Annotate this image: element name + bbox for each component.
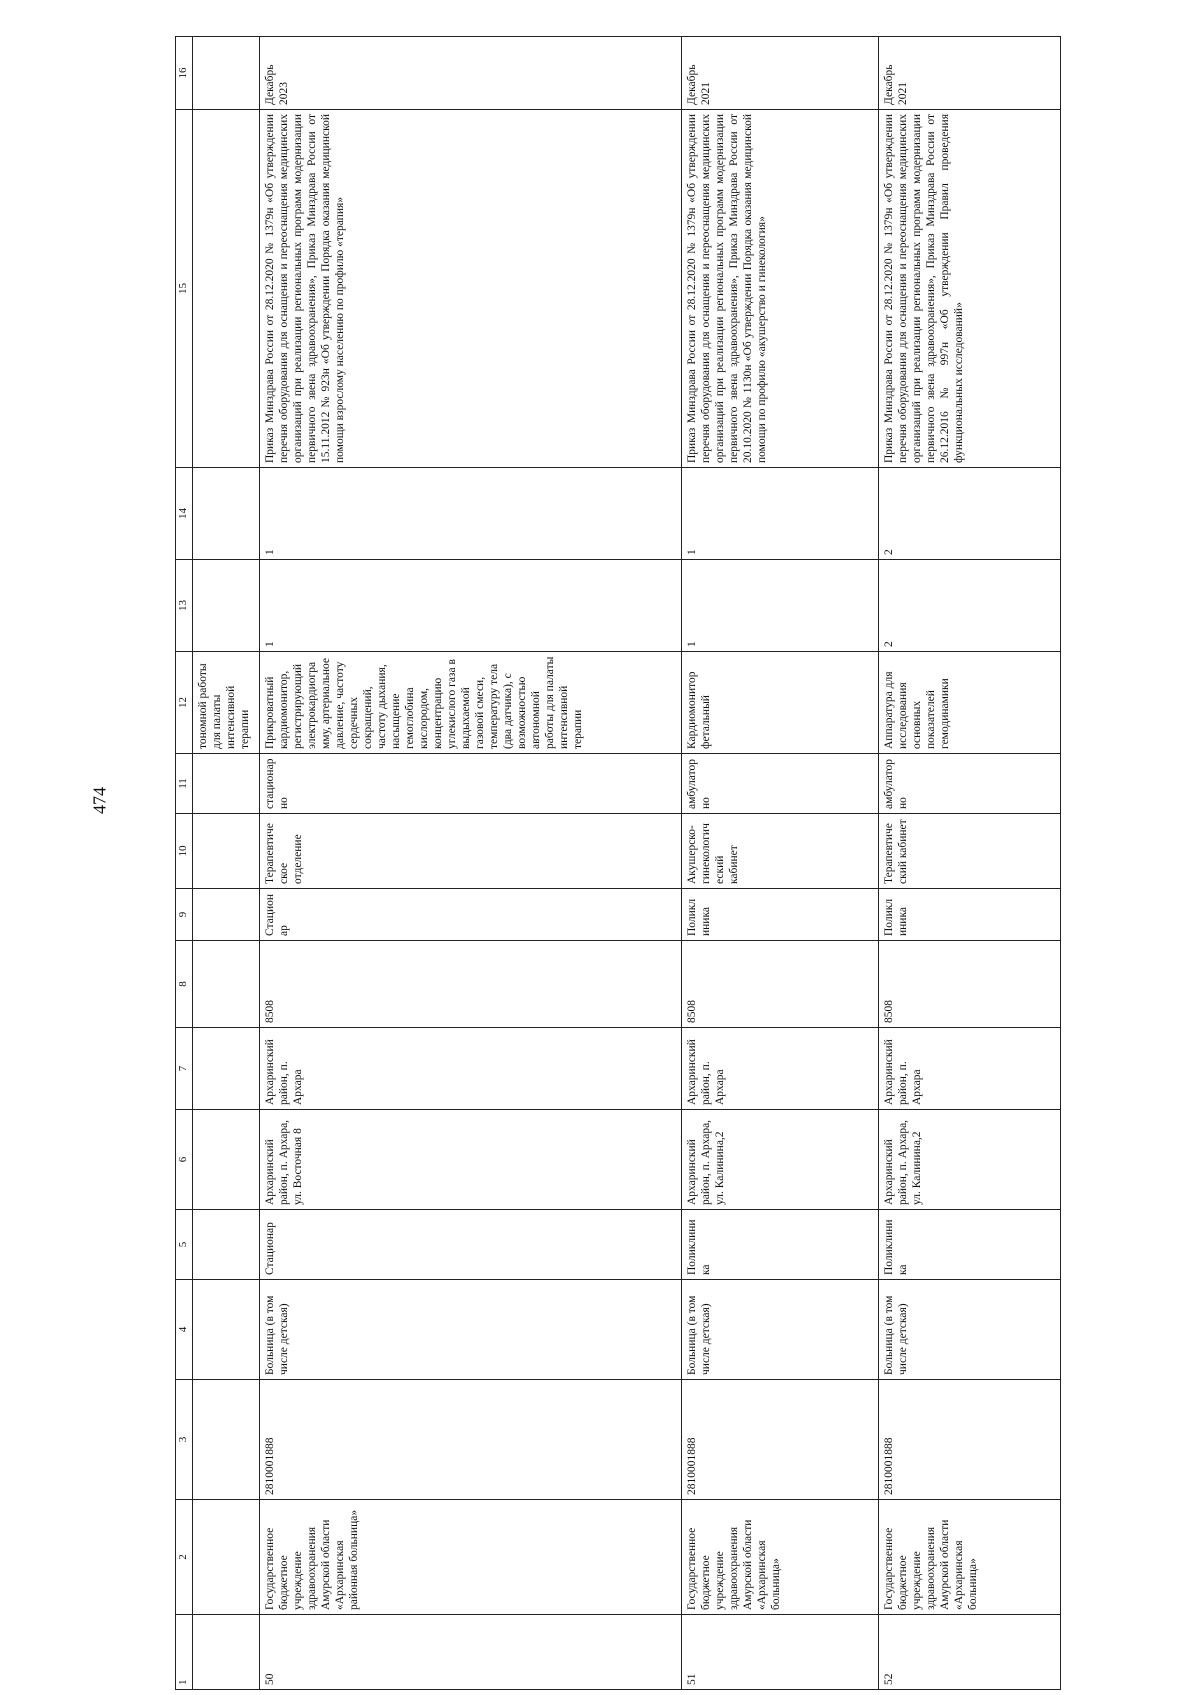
- conditions-unit: Поликлиника: [682, 889, 879, 941]
- column-number-row: [176, 37, 193, 1690]
- col-num: 15: [176, 110, 193, 468]
- col-num: 7: [176, 1028, 193, 1110]
- care-mode: стационарно: [260, 754, 682, 814]
- okato: 8508: [260, 941, 682, 1028]
- subdivision: Поликлиника: [879, 1210, 1061, 1280]
- equipment-table: [175, 36, 1061, 1690]
- col-num: 1: [176, 1615, 193, 1690]
- col-num: 11: [176, 754, 193, 814]
- org-code: 2810001888: [879, 1380, 1061, 1500]
- qty-plan: 1: [260, 560, 682, 652]
- col-num: 14: [176, 468, 193, 560]
- care-mode: амбулаторно: [682, 754, 879, 814]
- col-num: 9: [176, 889, 193, 941]
- deadline: Декабрь 2023: [260, 37, 682, 110]
- subdivision: Стационар: [260, 1210, 682, 1280]
- deadline: Декабрь 2021: [879, 37, 1061, 110]
- col-num: 16: [176, 37, 193, 110]
- col-num: 2: [176, 1500, 193, 1615]
- okato: 8508: [682, 941, 879, 1028]
- table-row: [879, 37, 1061, 1690]
- district: Архаринский район, п. Архара: [682, 1028, 879, 1110]
- row-number: 50: [260, 1615, 682, 1690]
- equipment-name: Аппаратура для исследования основных показателей гемодинамики: [879, 652, 1061, 754]
- org-code: 2810001888: [682, 1380, 879, 1500]
- equipment-name: Прикроватный кардиомонитор, регистрирующий электрокардиограмму, артериальное давление, частоту сердечных сокращений, частоту дыхания, насыщение гемоглобина кислородом, концентрацию углекислого газа в выдыхаемой газовой смеси, температуру тела (два датчика), с возможностью автономной работы для палаты интенсивной терапии: [260, 652, 682, 754]
- department: Терапевтическое отделение: [260, 814, 682, 889]
- conditions-unit: Стационар: [260, 889, 682, 941]
- col-num: 4: [176, 1280, 193, 1380]
- department: Терапевтический кабинет: [879, 814, 1061, 889]
- col-num: 6: [176, 1110, 193, 1210]
- department: Акушерско-гинекологический кабинет: [682, 814, 879, 889]
- qty-fact: 1: [682, 468, 879, 560]
- col-num: 3: [176, 1380, 193, 1500]
- col-num: 8: [176, 941, 193, 1028]
- okato: 8508: [879, 941, 1061, 1028]
- address: Архаринский район, п. Архара, ул. Восточная 8: [260, 1110, 682, 1210]
- address: Архаринский район, п. Архара, ул. Калинина,2: [879, 1110, 1061, 1210]
- qty-plan: 1: [682, 560, 879, 652]
- deadline: Декабрь 2021: [682, 37, 879, 110]
- org-name: Государственное бюджетное учреждение здравоохранения Амурской области «Архаринская районная больница»: [260, 1500, 682, 1615]
- org-name: Государственное бюджетное учреждение здравоохранения Амурской области «Архаринская больница»: [682, 1500, 879, 1615]
- legal-basis: Приказ Минздрава России от 28.12.2020 № 1379н «Об утверждении перечня оборудования для оснащения и переоснащения медицинских организаций при реализации региональных программ модернизации первичного звена здравоохранения», Приказ Минздрава России от 20.10.2020 № 1130н «Об утверждении Порядка оказания медицинской помощи по профилю «акушерство и гинекология»: [682, 110, 879, 468]
- col-num: 13: [176, 560, 193, 652]
- district: Архаринский район, п. Архара: [260, 1028, 682, 1110]
- org-type: Больница (в том числе детская): [879, 1280, 1061, 1380]
- rotated-table-container: [175, 40, 1055, 1690]
- legal-basis: Приказ Минздрава России от 28.12.2020 № 1379н «Об утверждении перечня оборудования для оснащения и переоснащения медицинских организаций при реализации региональных программ модернизации первичного звена здравоохранения», Приказ Минздрава России от 15.11.2012 № 923н «Об утверждении Порядка оказания медицинской помощи взрослому населению по профилю «терапия»: [260, 110, 682, 468]
- qty-fact: 1: [260, 468, 682, 560]
- continuation-row: [193, 37, 260, 1690]
- subdivision: Поликлиника: [682, 1210, 879, 1280]
- page-number: 474: [89, 787, 110, 814]
- conditions-unit: Поликлиника: [879, 889, 1061, 941]
- equipment-name: Кардиомонитор фетальный: [682, 652, 879, 754]
- org-type: Больница (в том числе детская): [260, 1280, 682, 1380]
- care-mode: амбулаторно: [879, 754, 1061, 814]
- table-row: [682, 37, 879, 1690]
- row-number: 51: [682, 1615, 879, 1690]
- qty-fact: 2: [879, 468, 1061, 560]
- district: Архаринский район, п. Архара: [879, 1028, 1061, 1110]
- table-row: [260, 37, 682, 1690]
- col-num: 10: [176, 814, 193, 889]
- org-code: 2810001888: [260, 1380, 682, 1500]
- equipment-cell: тономной работы для палаты интенсивной терапии: [193, 652, 260, 754]
- address: Архаринский район, п. Архара, ул. Калинина,2: [682, 1110, 879, 1210]
- row-number: 52: [879, 1615, 1061, 1690]
- legal-basis: Приказ Минздрава России от 28.12.2020 № 1379н «Об утверждении перечня оборудования для оснащения и переоснащения медицинских организаций при реализации региональных программ модернизации первичного звена здравоохранения», Приказ Минздрава России от 26.12.2016 № 997н «Об утверждении Правил проведения функциональных исследований»: [879, 110, 1061, 468]
- qty-plan: 2: [879, 560, 1061, 652]
- org-type: Больница (в том числе детская): [682, 1280, 879, 1380]
- col-num: 5: [176, 1210, 193, 1280]
- org-name: Государственное бюджетное учреждение здравоохранения Амурской области «Архаринская больница»: [879, 1500, 1061, 1615]
- col-num: 12: [176, 652, 193, 754]
